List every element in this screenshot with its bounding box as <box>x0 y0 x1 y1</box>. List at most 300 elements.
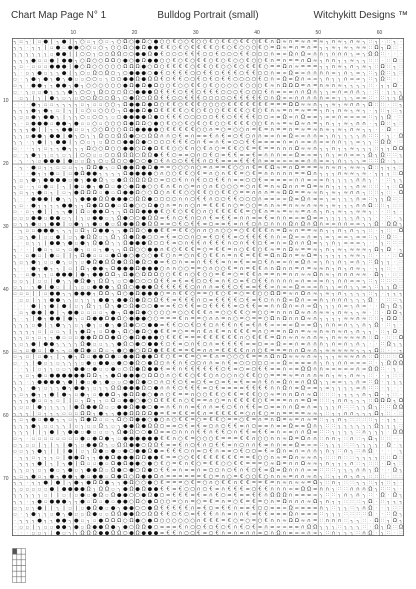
stitch-symbol: ○ <box>246 411 251 417</box>
stitch-symbol: = <box>227 247 231 253</box>
stitch-symbol: Ω <box>99 442 103 448</box>
stitch-symbol: ∷ <box>399 165 402 171</box>
stitch-symbol: Ω <box>117 518 121 524</box>
stitch-symbol: ● <box>123 77 128 83</box>
stitch-symbol: ╮ <box>25 77 29 83</box>
stitch-symbol: = <box>160 260 164 266</box>
stitch-symbol: = <box>313 417 317 423</box>
stitch-symbol: ∩ <box>338 89 342 95</box>
stitch-symbol: € <box>240 209 243 215</box>
stitch-symbol: ∩ <box>326 184 330 190</box>
stitch-symbol: ○ <box>197 146 202 152</box>
stitch-symbol: ▫ <box>81 449 85 455</box>
stitch-symbol: ≈ <box>313 291 317 297</box>
stitch-symbol: ○ <box>178 310 183 316</box>
stitch-symbol: ≈ <box>338 379 342 385</box>
stitch-symbol: ǀ <box>57 392 59 398</box>
stitch-symbol: ╮ <box>19 430 23 436</box>
stitch-symbol: = <box>240 316 244 322</box>
stitch-symbol: € <box>185 493 188 499</box>
stitch-symbol: ∩ <box>307 404 311 410</box>
designer-name: Witchykitt Designs ™ <box>314 10 408 21</box>
stitch-symbol: ○ <box>203 184 208 190</box>
stitch-symbol: ╮ <box>319 64 323 70</box>
stitch-symbol: Ω <box>301 486 305 492</box>
stitch-symbol: ╮ <box>362 260 366 266</box>
stitch-symbol: € <box>185 304 188 310</box>
stitch-symbol: = <box>301 411 305 417</box>
stitch-symbol: = <box>258 461 262 467</box>
stitch-symbol: ╮ <box>337 474 341 480</box>
stitch-symbol: ● <box>80 474 85 480</box>
stitch-symbol: ∷ <box>387 323 390 329</box>
stitch-symbol: ∩ <box>362 203 366 209</box>
stitch-symbol: ≈ <box>289 121 293 127</box>
stitch-symbol: ○ <box>203 127 208 133</box>
stitch-symbol: ○ <box>221 373 226 379</box>
stitch-symbol: · <box>20 146 22 152</box>
stitch-symbol: ● <box>99 354 104 360</box>
stitch-symbol: · <box>394 247 396 253</box>
stitch-symbol: ● <box>74 404 79 410</box>
stitch-symbol: ╮ <box>49 89 53 95</box>
stitch-symbol: € <box>167 247 170 253</box>
stitch-symbol: ○ <box>99 83 104 89</box>
stitch-symbol: ╮ <box>331 430 335 436</box>
stitch-symbol: Ω <box>136 411 140 417</box>
stitch-symbol: ╮ <box>25 392 29 398</box>
stitch-symbol: ╮ <box>349 51 353 57</box>
stitch-symbol: ╮ <box>331 228 335 234</box>
stitch-symbol: Ω <box>117 442 121 448</box>
stitch-symbol: ∩ <box>307 121 311 127</box>
stitch-symbol: = <box>246 209 250 215</box>
stitch-symbol: € <box>216 253 219 259</box>
stitch-symbol: ≈ <box>344 354 348 360</box>
stitch-symbol: ● <box>50 228 55 234</box>
stitch-symbol: ∩ <box>270 152 274 158</box>
stitch-symbol: ≈ <box>301 102 305 108</box>
stitch-symbol: Ω <box>283 64 287 70</box>
stitch-symbol: ╮ <box>19 411 23 417</box>
stitch-symbol: Ω <box>387 316 391 322</box>
stitch-symbol: ╮ <box>74 360 78 366</box>
stitch-symbol: ∩ <box>185 196 189 202</box>
stitch-symbol: ● <box>92 222 97 228</box>
stitch-symbol: € <box>203 373 206 379</box>
stitch-symbol: Ω <box>289 423 293 429</box>
stitch-symbol: ▫ <box>26 241 30 247</box>
stitch-symbol: € <box>179 247 182 253</box>
stitch-symbol: ∩ <box>234 480 238 486</box>
stitch-symbol: ∩ <box>209 171 213 177</box>
stitch-symbol: ╮ <box>19 329 23 335</box>
stitch-symbol: = <box>264 127 268 133</box>
stitch-symbol: ≈ <box>362 360 366 366</box>
stitch-symbol: ≈ <box>319 373 323 379</box>
stitch-symbol: ● <box>80 486 85 492</box>
stitch-symbol: ∩ <box>350 64 354 70</box>
stitch-symbol: ╮ <box>117 272 121 278</box>
stitch-symbol: ∩ <box>362 486 366 492</box>
stitch-symbol: ○ <box>252 51 257 57</box>
stitch-symbol: ○ <box>111 146 116 152</box>
stitch-symbol: = <box>276 140 280 146</box>
stitch-symbol: ∷ <box>369 493 372 499</box>
stitch-symbol: € <box>203 89 206 95</box>
stitch-symbol: € <box>216 260 219 266</box>
stitch-symbol: € <box>265 108 268 114</box>
stitch-symbol: = <box>233 234 237 240</box>
stitch-symbol: ● <box>135 436 140 442</box>
stitch-symbol: ○ <box>160 140 165 146</box>
stitch-symbol: Ω <box>117 335 121 341</box>
stitch-symbol: ∷ <box>387 486 390 492</box>
stitch-symbol: ∩ <box>313 70 317 76</box>
stitch-symbol: Ω <box>154 102 158 108</box>
stitch-symbol: ╮ <box>349 329 353 335</box>
stitch-symbol: € <box>258 39 261 45</box>
stitch-symbol: ○ <box>246 449 251 455</box>
stitch-symbol: € <box>179 493 182 499</box>
stitch-symbol: ● <box>37 518 42 524</box>
stitch-symbol: · <box>26 499 28 505</box>
stitch-symbol: ▫ <box>68 335 72 341</box>
stitch-symbol: ● <box>31 392 36 398</box>
stitch-symbol: € <box>167 278 170 284</box>
stitch-symbol: € <box>173 285 176 291</box>
stitch-symbol: ○ <box>166 272 171 278</box>
stitch-symbol: = <box>289 411 293 417</box>
stitch-symbol: = <box>301 83 305 89</box>
stitch-symbol: ∩ <box>270 228 274 234</box>
stitch-symbol: ≈ <box>295 480 299 486</box>
stitch-symbol: = <box>191 411 195 417</box>
stitch-symbol: ○ <box>190 228 195 234</box>
stitch-symbol: · <box>394 133 396 139</box>
stitch-symbol: ≈ <box>301 480 305 486</box>
stitch-symbol: ○ <box>239 140 244 146</box>
stitch-symbol: ∷ <box>387 190 390 196</box>
stitch-symbol: Ω <box>105 140 109 146</box>
stitch-symbol: · <box>26 64 28 70</box>
stitch-symbol: Ω <box>313 524 317 530</box>
stitch-symbol: € <box>228 348 231 354</box>
stitch-symbol: ● <box>123 253 128 259</box>
stitch-symbol: ○ <box>172 165 177 171</box>
stitch-symbol: Ω <box>80 354 84 360</box>
stitch-symbol: ● <box>148 196 153 202</box>
stitch-symbol: ╮ <box>19 423 23 429</box>
stitch-symbol: € <box>173 449 176 455</box>
stitch-symbol: ≈ <box>289 417 293 423</box>
stitch-symbol: ∩ <box>356 184 360 190</box>
stitch-symbol: ╮ <box>19 83 23 89</box>
stitch-symbol: ∩ <box>295 430 299 436</box>
stitch-symbol: ≈ <box>295 133 299 139</box>
stitch-symbol: ╮ <box>62 184 66 190</box>
stitch-symbol: · <box>26 480 28 486</box>
stitch-symbol: ○ <box>209 436 214 442</box>
stitch-symbol: ∩ <box>326 499 330 505</box>
stitch-symbol: ▫ <box>62 215 66 221</box>
stitch-symbol: ● <box>80 386 85 392</box>
stitch-symbol: ≈ <box>319 39 323 45</box>
stitch-symbol: ≈ <box>344 310 348 316</box>
stitch-symbol: ∩ <box>301 278 305 284</box>
stitch-symbol: ● <box>123 455 128 461</box>
stitch-symbol: ∷ <box>393 45 396 51</box>
stitch-symbol: ○ <box>197 209 202 215</box>
stitch-symbol: ╮ <box>68 341 72 347</box>
stitch-symbol: ▫ <box>111 222 115 228</box>
stitch-symbol: ╮ <box>68 83 72 89</box>
stitch-symbol: ∩ <box>326 77 330 83</box>
stitch-symbol: = <box>270 524 274 530</box>
stitch-symbol: · <box>400 77 402 83</box>
stitch-symbol: € <box>234 196 237 202</box>
stitch-symbol: ∷ <box>332 493 335 499</box>
stitch-symbol: ╮ <box>349 178 353 184</box>
stitch-symbol: ǀ <box>57 190 59 196</box>
stitch-symbol: Ω <box>136 455 140 461</box>
stitch-symbol: ∩ <box>258 190 262 196</box>
stitch-symbol: ● <box>111 196 116 202</box>
stitch-symbol: ∷ <box>393 102 396 108</box>
stitch-symbol: ○ <box>246 83 251 89</box>
stitch-symbol: ╮ <box>325 196 329 202</box>
stitch-symbol: ○ <box>178 102 183 108</box>
stitch-symbol: € <box>191 323 194 329</box>
stitch-symbol: ▫ <box>44 190 48 196</box>
stitch-symbol: ▫ <box>111 404 115 410</box>
stitch-symbol: = <box>282 373 286 379</box>
stitch-symbol: ∷ <box>326 423 329 429</box>
stitch-symbol: ∩ <box>313 360 317 366</box>
stitch-symbol: ● <box>99 474 104 480</box>
stitch-symbol: = <box>258 215 262 221</box>
stitch-symbol: ○ <box>221 417 226 423</box>
stitch-symbol: ● <box>86 404 91 410</box>
stitch-symbol: ○ <box>203 51 208 57</box>
stitch-symbol: ∷ <box>381 474 384 480</box>
stitch-symbol: = <box>215 360 219 366</box>
stitch-symbol: ∷ <box>369 461 372 467</box>
stitch-symbol: ∷ <box>320 436 323 442</box>
stitch-symbol: € <box>216 329 219 335</box>
stitch-symbol: ○ <box>215 379 220 385</box>
stitch-symbol: ● <box>80 329 85 335</box>
stitch-symbol: = <box>270 411 274 417</box>
stitch-symbol: ○ <box>178 165 183 171</box>
stitch-symbol: ● <box>56 241 61 247</box>
stitch-symbol: ∩ <box>240 512 244 518</box>
stitch-symbol: ╮ <box>31 146 35 152</box>
stitch-symbol: ╮ <box>380 247 384 253</box>
stitch-symbol: Ω <box>283 253 287 259</box>
stitch-symbol: ∷ <box>326 493 329 499</box>
stitch-symbol: = <box>307 480 311 486</box>
stitch-symbol: ∷ <box>387 266 390 272</box>
stitch-symbol: ≈ <box>301 354 305 360</box>
stitch-symbol: ● <box>99 285 104 291</box>
stitch-symbol: ○ <box>203 178 208 184</box>
stitch-symbol: = <box>295 411 299 417</box>
stitch-symbol: ○ <box>99 70 104 76</box>
stitch-symbol: Ω <box>123 272 127 278</box>
stitch-symbol: ∩ <box>319 341 323 347</box>
stitch-symbol: ≈ <box>289 228 293 234</box>
stitch-symbol: ○ <box>233 499 238 505</box>
stitch-symbol: ╮ <box>337 70 341 76</box>
stitch-symbol: ∩ <box>301 96 305 102</box>
stitch-symbol: ○ <box>80 140 85 146</box>
stitch-symbol: ╮ <box>68 215 72 221</box>
stitch-symbol: ▫ <box>81 512 85 518</box>
stitch-symbol: Ω <box>307 379 311 385</box>
stitch-symbol: ≈ <box>276 323 280 329</box>
stitch-symbol: ● <box>154 45 159 51</box>
stitch-symbol: ╮ <box>362 266 366 272</box>
stitch-symbol: € <box>258 411 261 417</box>
stitch-symbol: ∩ <box>356 329 360 335</box>
stitch-symbol: ∷ <box>381 51 384 57</box>
stitch-symbol: ∩ <box>350 411 354 417</box>
stitch-symbol: ▫ <box>32 455 36 461</box>
stitch-symbol: ○ <box>86 108 91 114</box>
stitch-symbol: ● <box>92 367 97 373</box>
stitch-symbol: ● <box>117 461 122 467</box>
stitch-symbol: = <box>276 329 280 335</box>
stitch-symbol: Ω <box>111 260 115 266</box>
stitch-symbol: ╮ <box>386 304 390 310</box>
stitch-symbol: ∷ <box>356 449 359 455</box>
stitch-symbol: ○ <box>92 115 97 121</box>
stitch-symbol: € <box>216 367 219 373</box>
stitch-symbol: ╮ <box>13 329 17 335</box>
stitch-symbol: ╮ <box>343 58 347 64</box>
stitch-symbol: = <box>289 77 293 83</box>
stitch-symbol: Ω <box>289 512 293 518</box>
stitch-symbol: ╮ <box>19 228 23 234</box>
stitch-symbol: Ω <box>381 70 385 76</box>
stitch-symbol: ≈ <box>301 133 305 139</box>
stitch-symbol: ǀ <box>33 411 35 417</box>
stitch-symbol: = <box>282 461 286 467</box>
stitch-symbol: ● <box>68 486 73 492</box>
stitch-symbol: € <box>228 335 231 341</box>
stitch-symbol: ╮ <box>398 291 402 297</box>
stitch-symbol: ∩ <box>362 354 366 360</box>
stitch-symbol: = <box>313 152 317 158</box>
stitch-symbol: ○ <box>233 133 238 139</box>
stitch-symbol: ● <box>141 404 146 410</box>
stitch-symbol: = <box>264 423 268 429</box>
stitch-symbol: Ω <box>399 253 403 259</box>
stitch-symbol: ╮ <box>319 102 323 108</box>
stitch-symbol: ╮ <box>337 102 341 108</box>
stitch-symbol: ╮ <box>392 486 396 492</box>
stitch-symbol: ∩ <box>277 222 281 228</box>
stitch-symbol: ∷ <box>399 285 402 291</box>
stitch-symbol: Ω <box>123 108 127 114</box>
stitch-symbol: ǀ <box>76 152 78 158</box>
stitch-symbol: ∩ <box>221 278 225 284</box>
stitch-symbol: € <box>216 58 219 64</box>
stitch-symbol: ╮ <box>356 146 360 152</box>
stitch-symbol: ○ <box>141 159 146 165</box>
stitch-symbol: ∩ <box>215 512 219 518</box>
stitch-symbol: ∩ <box>215 354 219 360</box>
stitch-symbol: ○ <box>117 77 122 83</box>
stitch-symbol: ╮ <box>362 341 366 347</box>
stitch-symbol: = <box>215 278 219 284</box>
stitch-symbol: ≈ <box>282 518 286 524</box>
stitch-symbol: ∩ <box>246 442 250 448</box>
stitch-symbol: ● <box>141 241 146 247</box>
stitch-symbol: ∷ <box>393 196 396 202</box>
stitch-symbol: ∩ <box>356 493 360 499</box>
stitch-symbol: Ω <box>111 272 115 278</box>
stitch-symbol: ∷ <box>381 96 384 102</box>
stitch-symbol: ○ <box>197 165 202 171</box>
stitch-symbol: ○ <box>141 228 146 234</box>
stitch-symbol: ∩ <box>221 468 225 474</box>
stitch-symbol: € <box>179 411 182 417</box>
stitch-symbol: Ω <box>136 392 140 398</box>
stitch-symbol: ╮ <box>111 430 115 436</box>
stitch-symbol: ∩ <box>289 493 293 499</box>
stitch-symbol: ∷ <box>350 499 353 505</box>
stitch-symbol: · <box>382 461 384 467</box>
stitch-symbol: = <box>191 499 195 505</box>
stitch-symbol: ╮ <box>331 272 335 278</box>
stitch-symbol: ╮ <box>325 404 329 410</box>
stitch-symbol: ≈ <box>270 247 274 253</box>
stitch-symbol: ∩ <box>356 190 360 196</box>
stitch-symbol: = <box>209 140 213 146</box>
stitch-symbol: ▫ <box>111 379 115 385</box>
stitch-symbol: ○ <box>252 89 257 95</box>
stitch-symbol: ∩ <box>234 512 238 518</box>
stitch-symbol: = <box>215 348 219 354</box>
stitch-symbol: ╮ <box>117 108 121 114</box>
stitch-symbol: Ω <box>148 493 152 499</box>
stitch-symbol: ∷ <box>387 121 390 127</box>
stitch-symbol: ╮ <box>356 423 360 429</box>
stitch-symbol: ▫ <box>19 260 23 266</box>
stitch-symbol: ǀ <box>45 348 47 354</box>
stitch-symbol: ╮ <box>319 291 323 297</box>
stitch-symbol: € <box>179 335 182 341</box>
stitch-symbol: ● <box>129 140 134 146</box>
stitch-symbol: € <box>265 386 268 392</box>
stitch-symbol: ╮ <box>392 398 396 404</box>
stitch-symbol: ∷ <box>375 461 378 467</box>
stitch-symbol: ╮ <box>368 348 372 354</box>
stitch-symbol: ≈ <box>356 152 360 158</box>
stitch-symbol: ∩ <box>166 266 170 272</box>
stitch-symbol: ∩ <box>295 329 299 335</box>
stitch-symbol: ∩ <box>252 190 256 196</box>
stitch-symbol: ▫ <box>44 260 48 266</box>
stitch-symbol: € <box>246 354 249 360</box>
stitch-symbol: € <box>209 152 212 158</box>
stitch-symbol: ○ <box>233 184 238 190</box>
stitch-symbol: ∩ <box>326 70 330 76</box>
stitch-symbol: ∷ <box>387 335 390 341</box>
stitch-symbol: Ω <box>295 323 299 329</box>
